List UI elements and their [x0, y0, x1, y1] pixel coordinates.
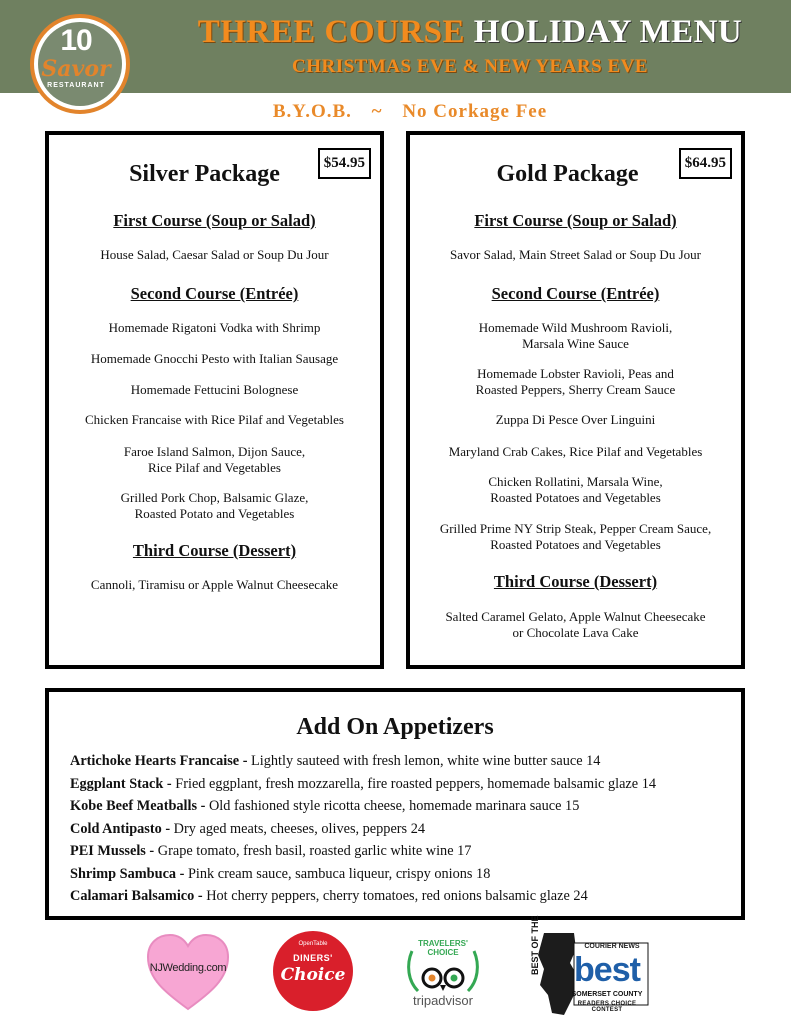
addon-appetizers-box	[45, 688, 745, 920]
logo-number: 10	[60, 24, 92, 57]
silver-price-badge: $54.95	[318, 148, 371, 179]
logo-name: Savor	[41, 56, 111, 82]
appetizer-description: Dry aged meats, cheeses, olives, peppers 24	[170, 820, 425, 837]
gold-entree-item: Homemade Wild Mushroom Ravioli,	[478, 320, 673, 335]
gold-entree-item: Chicken Rollatini, Marsala Wine,	[488, 474, 663, 489]
gold-dessert-item: or Chocolate Lava Cake	[512, 625, 639, 640]
travelers-choice-label	[400, 939, 486, 957]
appetizer-name: PEI Mussels -	[70, 843, 155, 859]
courier-news-label: COURIER NEWS	[584, 943, 640, 950]
silver-entree-item: Homemade Fettucini Bolognese	[130, 382, 299, 397]
appetizer-name: Artichoke Hearts Francaise -	[70, 753, 248, 769]
addon-appetizers-title: Add On Appetizers	[296, 714, 494, 740]
logo-subtitle: RESTAURANT	[47, 82, 105, 89]
gold-entree-item: Maryland Crab Cakes, Rice Pilaf and Vegetables	[448, 444, 703, 459]
njwedding-label: NJWedding.com	[149, 962, 227, 974]
menu-title-orange: THREE COURSE	[197, 14, 466, 50]
appetizer-item	[70, 750, 730, 773]
appetizer-name: Eggplant Stack -	[70, 775, 172, 792]
appetizer-name: Kobe Beef Meatballs -	[70, 798, 206, 814]
appetizer-description: Grape tomato, fresh basil, roasted garlic white wine 17	[154, 843, 472, 859]
appetizer-name: Calamari Balsamico -	[70, 888, 203, 904]
appetizer-list	[70, 750, 730, 908]
silver-dessert-item: Cannoli, Tiramisu or Apple Walnut Cheesecake	[90, 577, 339, 592]
silver-second-course-heading: Second Course (Entrée)	[130, 284, 299, 303]
appetizer-description: Fried eggplant, fresh mozzarella, fire roasted peppers, homemade balsamic glaze 14	[171, 775, 656, 792]
menu-title-white: HOLIDAY MENU	[473, 14, 743, 50]
appetizer-item	[70, 840, 730, 863]
best-label: best	[574, 951, 640, 989]
travelers-label: TRAVELERS'	[418, 939, 468, 948]
restaurant-logo	[30, 14, 130, 114]
appetizer-item	[70, 818, 730, 841]
appetizer-description: Old fashioned style ricotta cheese, homemade marinara sauce 15	[205, 798, 580, 814]
somerset-county-label: SOMERSET COUNTY	[571, 991, 643, 998]
best-of-the-label: BEST OF THE	[530, 915, 540, 975]
silver-third-course-heading: Third Course (Dessert)	[132, 541, 297, 560]
appetizer-name: Shrimp Sambuca -	[70, 865, 185, 882]
silver-first-course-heading: First Course (Soup or Salad)	[113, 211, 316, 230]
appetizer-description: Hot cherry peppers, cherry tomatoes, red onions balsamic glaze 24	[202, 888, 588, 904]
gold-price-badge: $64.95	[679, 148, 732, 179]
appetizer-item	[70, 885, 730, 908]
appetizer-item	[70, 863, 730, 886]
gold-third-course-heading: Third Course (Dessert)	[493, 572, 658, 591]
silver-entree-item: Homemade Rigatoni Vodka with Shrimp	[108, 320, 321, 335]
silver-entree-item: Grilled Pork Chop, Balsamic Glaze,	[120, 490, 309, 505]
byob-line	[150, 101, 670, 123]
silver-package-title: Silver Package	[129, 161, 280, 187]
silver-first-item: House Salad, Caesar Salad or Soup Du Jour	[100, 247, 329, 262]
gold-package-title: Gold Package	[496, 161, 639, 187]
opentable-label: OpenTable	[298, 941, 328, 947]
diners-choice-badge	[273, 931, 353, 1011]
silver-entree-item: Chicken Francaise with Rice Pilaf and Vegetables	[85, 412, 344, 427]
silver-entree-item: Rice Pilaf and Vegetables	[148, 460, 281, 475]
gold-first-item: Savor Salad, Main Street Salad or Soup Du Jour	[450, 247, 701, 262]
appetizer-name: Cold Antipasto -	[70, 820, 171, 837]
gold-entree-item: Grilled Prime NY Strip Steak, Pepper Cream Sauce,	[439, 521, 712, 536]
silver-entree-item: Faroe Island Salmon, Dijon Sauce,	[123, 444, 306, 459]
silver-package-box	[45, 131, 384, 669]
appetizer-item	[70, 795, 730, 818]
tripadvisor-label: tripadvisor	[413, 993, 473, 1008]
silver-entree-item: Homemade Gnocchi Pesto with Italian Sausage	[90, 351, 339, 366]
gold-entree-item: Roasted Potatoes and Vegetables	[490, 537, 661, 552]
menu-subtitle: CHRISTMAS EVE & NEW YEARS EVE	[291, 56, 649, 77]
appetizer-description: Lightly sauteed with fresh lemon, white wine butter sauce 14	[247, 753, 601, 769]
gold-entree-item: Homemade Lobster Ravioli, Peas and	[477, 366, 674, 381]
gold-entree-item: Zuppa Di Pesce Over Linguini	[495, 412, 656, 427]
gold-second-course-heading: Second Course (Entrée)	[491, 284, 660, 303]
silver-entree-item: Roasted Potato and Vegetables	[134, 506, 295, 521]
gold-dessert-item: Salted Caramel Gelato, Apple Walnut Cheesecake	[445, 609, 706, 624]
choice-label: CHOICE	[427, 948, 459, 957]
appetizer-description: Pink cream sauce, sambuca liqueur, crispy onions 18	[184, 865, 491, 882]
gold-first-course-heading: First Course (Soup or Salad)	[474, 211, 677, 230]
gold-package-box	[406, 131, 745, 669]
award-badges-row	[0, 915, 791, 1024]
menu-title	[160, 14, 780, 51]
appetizer-item	[70, 773, 730, 796]
gold-entree-item: Roasted Potatoes and Vegetables	[490, 490, 661, 505]
readers-choice-label: READERS CHOICE CONTEST	[577, 1001, 637, 1013]
tilde-separator-icon: ~	[371, 101, 383, 122]
diners-label: DINERS'	[293, 953, 333, 963]
gold-entree-item: Roasted Peppers, Sherry Cream Sauce	[475, 382, 676, 397]
choice-label: Choice	[280, 965, 346, 985]
gold-entree-item: Marsala Wine Sauce	[522, 336, 629, 351]
byob-text: B.Y.O.B.	[272, 101, 352, 122]
corkage-text: No Corkage Fee	[402, 101, 548, 122]
